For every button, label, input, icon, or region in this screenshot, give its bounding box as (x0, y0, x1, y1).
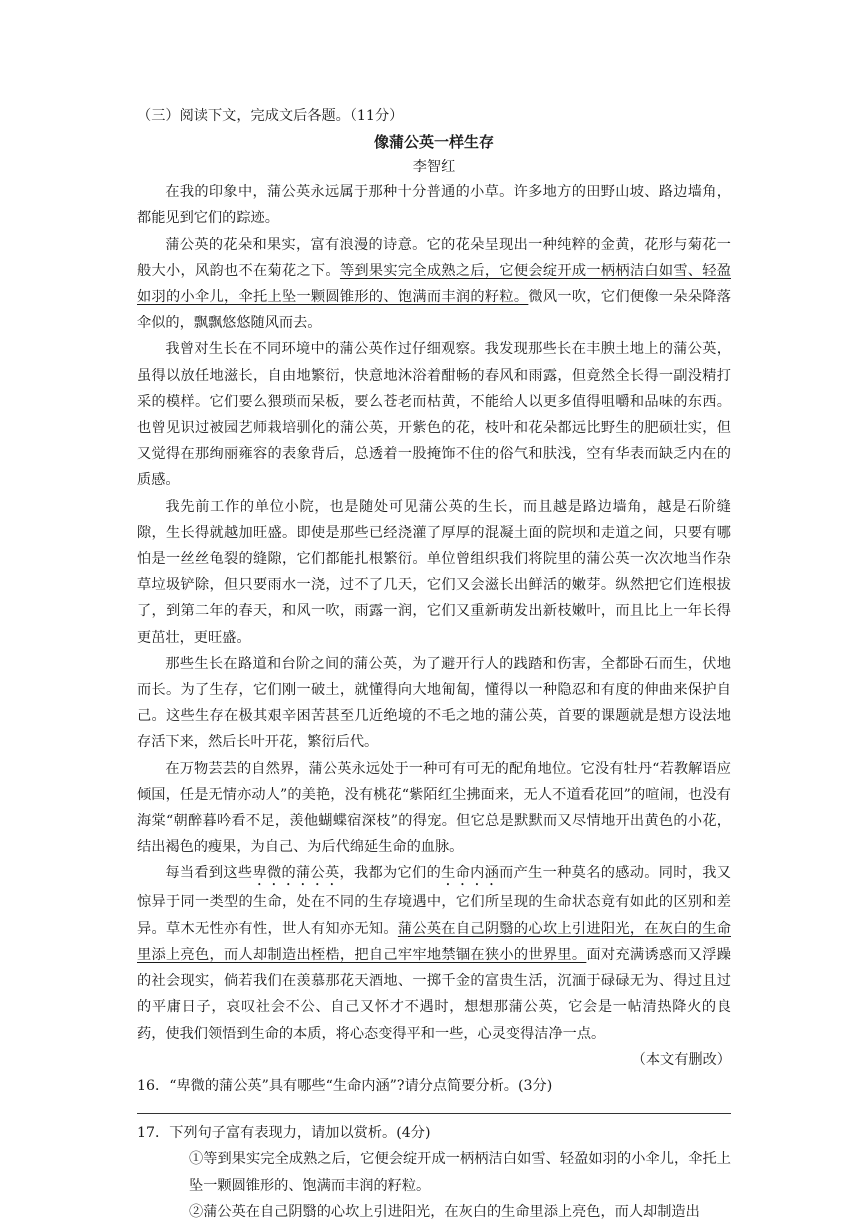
underlined-sentence-2: 蒲公英在自己阴翳的心坎上引进阳光，在灰白的生命里添上亮色，而人却制造出桎梏，把自己牢牢地禁锢在狭小的世界里。 (137, 920, 731, 963)
article-title: 像蒲公英一样生存 (373, 133, 494, 152)
paragraph-7 (137, 860, 731, 1046)
question-16: 16．“卑微的蒲公英”具有哪些“生命内涵”?请分点简要分析。(3分) (137, 1077, 553, 1094)
section-heading: （三）阅读下文，完成文后各题。（11分） (137, 108, 404, 124)
paragraph-3: 我曾对生长在不同环境中的蒲公英作过仔细观察。我发现那些长在丰腴土地上的蒲公英，虽得以放任地滋长，自由地繁衍，快意地沐浴着酣畅的春风和雨露，但竟然全长得一副没精打采的模样。它们要么猥琐而呆板，要么苍老而枯黄，不能给人以更多值得咀嚼和品味的东西。也曾见识过被园艺师栽培驯化的蒲公英，开紫色的花，枝叶和花朵都远比野生的肥硕壮实，但又觉得在那绚丽雍容的表象背后，总透着一股掩饰不住的俗气和肤浅，空有华表而缺乏内在的质感。 (137, 341, 731, 489)
paragraph-7-part-a: 每当看到这些 (165, 865, 253, 882)
paragraph-7-part-c: 而产生一种莫名的感动。同时，我又惊异于同一类型的生命，处在不同的生存境遇中，它们所呈现的生命状态竟有如此的区别和差异。草木无性亦有性，世人有知亦无知。 (137, 865, 731, 937)
paragraph-2-part-a: 蒲公英的花朵和果实，富有浪漫的诗意。它的花朵呈现出一种纯粹的金黄，花形与菊花一般大小，风韵也不在菊花之下。 (137, 236, 731, 279)
paragraph-7-part-d: 面对充满诱惑而又浮躁的社会现实，倘若我们在羡慕那花天酒地、一掷千金的富贵生活，沉湎于碌碌无为、得过且过的平庸日子，哀叹社会不公、自己又怀才不遇时，想想那蒲公英，它会是一帖清热降火的良药，使我们领悟到生命的本质，将心态变得平和一些，心灵变得洁净一点。 (137, 946, 731, 1042)
dotted-phrase-life-meaning: 生命内涵 (441, 865, 500, 882)
paragraph-1: 在我的印象中，蒲公英永远属于那种十分普通的小草。许多地方的田野山坡、路边墙角，都能见到它们的踪迹。 (137, 184, 731, 227)
answer-line (137, 1113, 731, 1114)
paragraph-7-part-b: ，我都为它们的 (339, 865, 442, 882)
underlined-sentence-1: 等到果实完全成熟之后，它便会绽开成一柄柄洁白如雪、轻盈如羽的小伞儿，伞托上坠一颗圆锥形的、饱满而丰润的籽粒。 (137, 262, 731, 306)
paragraph-2-part-b: 微风一吹，它们便像一朵朵降落伞似的，飘飘悠悠随风而去。 (137, 289, 731, 332)
source-note: （本文有删改） (631, 1051, 731, 1068)
paragraph-6: 在万物芸芸的自然界，蒲公英永远处于一种可有可无的配角地位。它没有牡丹“若教解语应倾国，任是无情亦动人”的美艳，没有桃花“紫陌红尘拂面来，无人不道看花回”的喧闹，也没有海棠“朝醉暮吟看不足，羡他蝴蝶宿深枝”的得宠。但它总是默默而又尽情地开出黄色的小花，结出褐色的瘦果，为自己、为后代绵延生命的血脉。 (137, 760, 731, 856)
dotted-phrase-humble-dandelion: 卑微的蒲公英 (252, 865, 340, 882)
question-17-item-2: ②蒲公英在自己阴翳的心坎上引进阳光，在灰白的生命里添上亮色，而人却制造出 (189, 1203, 700, 1220)
paragraph-5: 那些生长在路道和台阶之间的蒲公英，为了避开行人的践踏和伤害，全都卧石而生，伏地而长。为了生存，它们刚一破土，就懂得向大地匍匐，懂得以一种隐忍和有度的伸曲来保护自己。这些生存在极其艰辛困苦甚至几近绝境的不毛之地的蒲公英，首要的课题就是想方设法地存活下来，然后长叶开花，繁衍后代。 (137, 655, 731, 751)
article-author: 李智红 (412, 159, 456, 176)
question-17: 17．下列句子富有表现力，请加以赏析。(4分) (137, 1125, 431, 1142)
paragraph-4: 我先前工作的单位小院，也是随处可见蒲公英的生长，而且越是路边墙角，越是石阶缝隙，生长得就越加旺盛。即使是那些已经浇灌了厚厚的混凝土面的院坝和走道之间，只要有哪怕是一丝丝龟裂的缝隙，它们都能扎根繁衍。单位曾组织我们将院里的蒲公英一次次地当作杂草垃圾铲除，但只要雨水一浇，过不了几天，它们又会滋长出鲜活的嫩芽。纵然把它们连根拔了，到第二年的春天，和风一吹，雨露一润，它们又重新萌发出新枝嫩叶，而且比上一年长得更茁壮，更旺盛。 (137, 498, 731, 646)
paragraph-2 (137, 232, 731, 337)
question-17-item-1: ①等到果实完全成熟之后，它便会绽开成一柄柄洁白如雪、轻盈如羽的小伞儿，伞托上坠一颗圆锥形的、饱满而丰润的籽粒。 (189, 1151, 731, 1194)
document-page (137, 103, 731, 1225)
